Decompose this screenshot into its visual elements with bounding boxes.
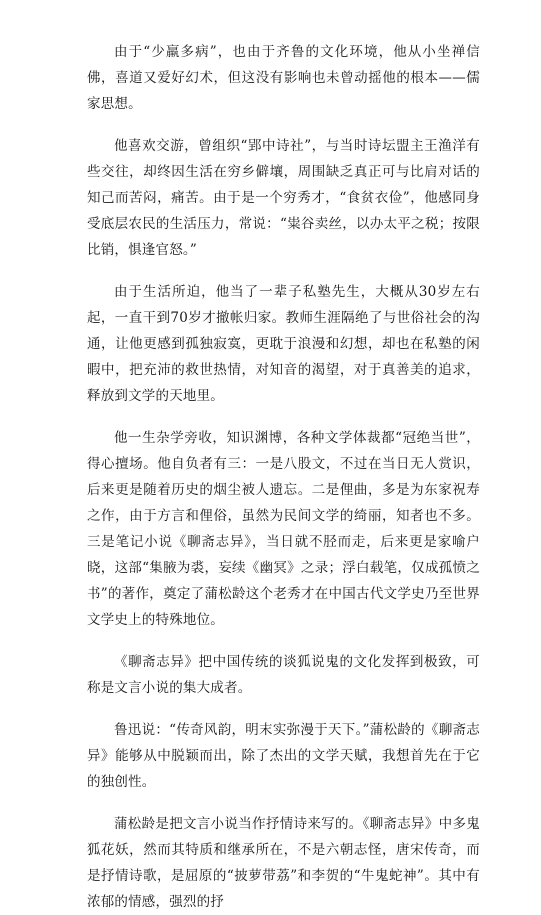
paragraph-lu-xun-quote: 鲁迅说：“传奇风韵，明末实弥漫于天下。”蒲松龄的《聊斋志异》能够从中脱颖而出，除了杰出的文学天赋，我想首先在于它的独创性。 [87, 722, 480, 790]
paragraph-literary-works: 他一生杂学旁收，知识渊博，各种文学体裁都“冠绝当世”，得心擅场。他自负者有三：一是八股文，不过在当日无人赏识，后来更是随着历史的烟尘被人遗忘。二是俚曲，多是为东家祝寿之作，由于方言和俚俗，虽然为民间文学的绮丽，知者也不多。三是笔记小说《聊斋志异》，当日就不胫而走，后来更是家喻户晓，这部“集腋为裘，妄续《幽冥》之录；浮白载笔，仅成孤愤之书”的著作，奠定了蒲松龄这个老秀才在中国古代文学史乃至世界文学史上的特殊地位。 [87, 430, 480, 628]
paragraph-lyrical-style: 蒲松龄是把文言小说当作抒情诗来写的。《聊斋志异》中多鬼狐花妖，然而其特质和继承所在，不是六朝志怪，唐宋传奇，而是抒情诗歌，是屈原的“披萝带荔”和李贺的“牛鬼蛇神”。其中有浓郁的情感，强烈的抒 [87, 816, 480, 910]
paragraph-teaching-career: 由于生活所迫，他当了一辈子私塾先生，大概从30岁左右起，一直干到70岁才撤帐归家。教师生涯隔绝了与世俗社会的沟通，让他更感到孤独寂寞，更耽于浪漫和幻想，却也在私塾的闲暇中，把充沛的救世热情，对知音的渴望，对于真善美的追求，释放到文学的天地里。 [87, 284, 480, 404]
paragraph-illness-and-beliefs: 由于“少羸多病”，也由于齐鲁的文化环境，他从小坐禅信佛，喜道又爱好幻术，但这没有影响也未曾动摇他的根本——儒家思想。 [87, 44, 480, 112]
paragraph-social-life: 他喜欢交游，曾组织“郢中诗社”，与当时诗坛盟主王渔洋有些交往，却终因生活在穷乡僻壤，周围缺乏真正可与比肩对话的知己而苦闷，痛苦。由于是一个穷秀才，“食贫衣俭”，他感同身受底层农民的生活压力，常说：“粜谷卖丝，以办太平之税；按限比销，惧逢官怒。” [87, 138, 480, 258]
paragraph-liaozhai-summary: 《聊斋志异》把中国传统的谈狐说鬼的文化发挥到极致，可称是文言小说的集大成者。 [87, 654, 480, 696]
